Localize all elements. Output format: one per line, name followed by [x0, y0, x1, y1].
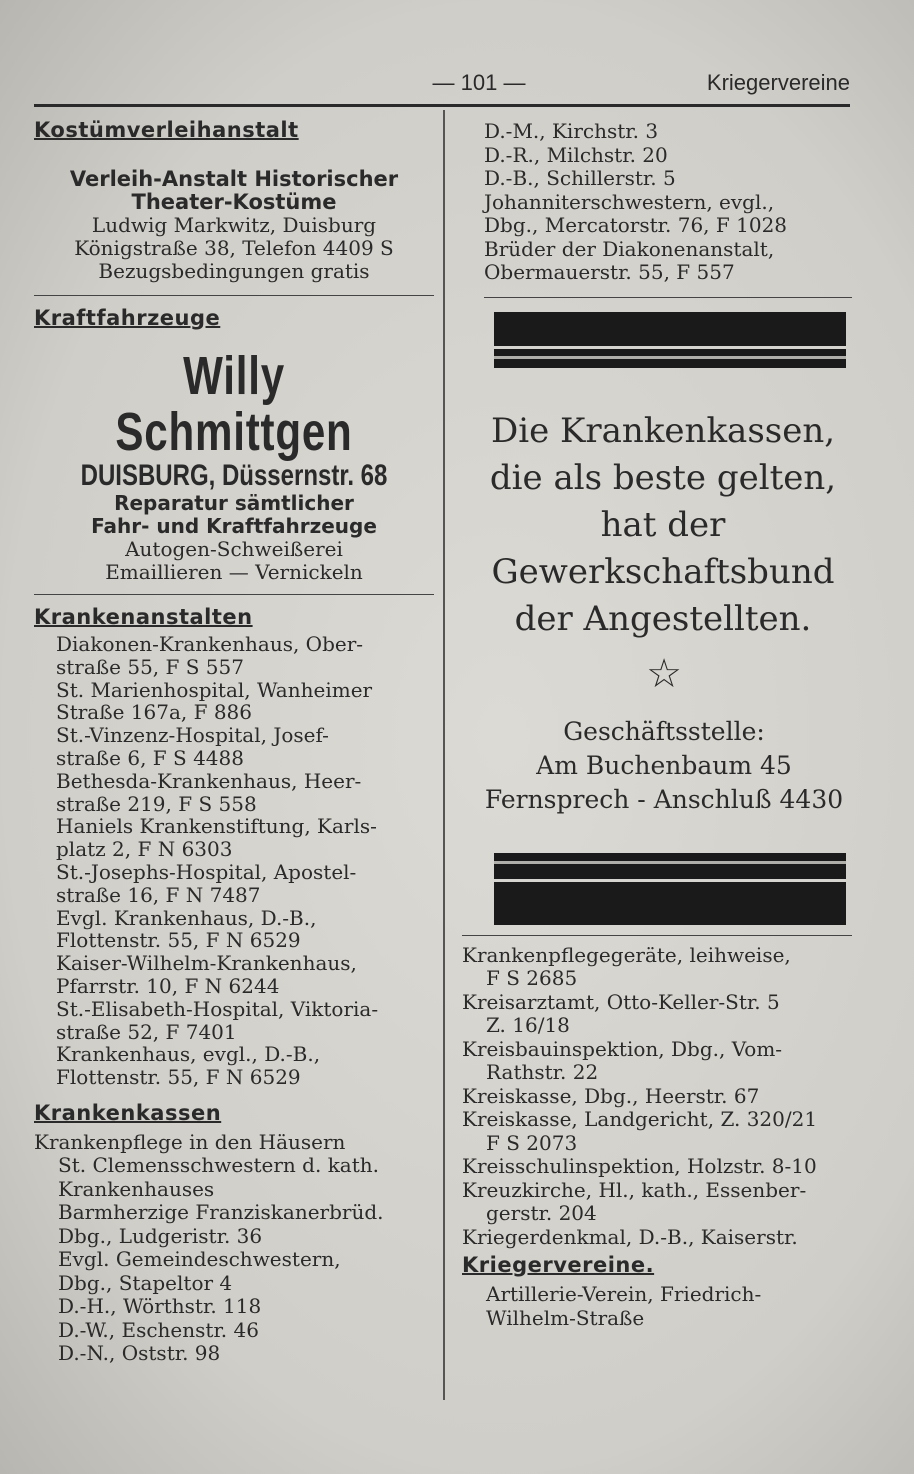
ornament-bottom [494, 853, 846, 925]
ad-line: Verleih-Anstalt Historischer [69, 167, 399, 191]
list-item: Rathstr. 22 [486, 1060, 599, 1084]
ad-line: hat der [600, 504, 726, 545]
office-line: Fernsprech - Anschluß 4430 [484, 784, 844, 814]
list-item: Kreisbauinspektion, Dbg., Vom- [462, 1036, 783, 1061]
section-kraftfahrzeuge [34, 306, 434, 584]
list-item: Obermauerstr. 55, F 557 [484, 260, 735, 284]
list-item: D.-W., Eschenstr. 46 [58, 1317, 259, 1342]
office-line: Am Buchenbaum 45 [536, 750, 792, 780]
separator [462, 935, 852, 936]
separator [34, 594, 434, 595]
list-item: St.-Josephs-Hospital, Apostel- straße 16, F N 7487 [56, 859, 357, 907]
list-item: Diakonen-Krankenhaus, Ober- straße 55, F S 557 [56, 632, 364, 679]
right-column [462, 120, 852, 1330]
header-rule [34, 104, 850, 107]
list-item: Haniels Krankenstiftung, Karls- platz 2, F N 6303 [56, 814, 377, 862]
list-item: Kriegerdenkmal, D.-B., Kaiserstr. [462, 1224, 798, 1249]
ad-line: Emaillieren — Vernickeln [105, 560, 363, 584]
ad-line: Fahr- und Kraftfahrzeuge [91, 514, 377, 538]
hospital-list [34, 633, 434, 1089]
running-head: Kriegervereine [706, 70, 850, 95]
section-heading: Kriegervereine. [462, 1253, 655, 1277]
list-item: St.-Vinzenz-Hospital, Josef- straße 6, F S 4488 [56, 723, 329, 770]
advertiser-name: Willy Schmittgen [115, 346, 353, 462]
ornament-top [494, 312, 846, 368]
ad-line: Ludwig Markwitz, Duisburg [91, 213, 377, 237]
list-item: Wilhelm-Straße [486, 1305, 645, 1330]
list-item: Dbg., Stapeltor 4 [58, 1270, 233, 1295]
section-krankenanstalten [34, 605, 434, 1089]
page-header [34, 66, 850, 106]
separator [34, 295, 434, 296]
list-item: Kreisschulinspektion, Holzstr. 8-10 [462, 1154, 817, 1178]
list-item: Kreisarztamt, Otto-Keller-Str. 5 [462, 989, 780, 1014]
ad-line: Gewerkschaftsbund [491, 551, 835, 592]
ad-line: Königstraße 38, Telefon 4409 S [74, 236, 394, 260]
list-item: Krankenhaus, evgl., D.-B., Flottenstr. 55, F N 6529 [56, 1042, 321, 1090]
list-item: Dbg., Mercatorstr. 76, F 1028 [484, 213, 788, 237]
section-heading: Krankenanstalten [34, 605, 253, 629]
ad-line: der Angestellten. [514, 598, 812, 639]
list-item: Evgl. Gemeindeschwestern, [58, 1247, 341, 1272]
list-item: Evgl. Krankenhaus, D.-B., Flottenstr. 55, F N 6529 [56, 905, 317, 953]
section-heading: Kostümverleihanstalt [34, 118, 299, 142]
list-item: St. Clemensschwestern d. kath. [58, 1153, 380, 1178]
office-info [476, 715, 852, 817]
section-heading: Krankenkassen [34, 1100, 222, 1125]
list-item: Krankenpflegegeräte, leihweise, [462, 942, 791, 967]
list-item: Krankenpflege in den Häusern [34, 1129, 346, 1154]
list-item: Barmherzige Franziskanerbrüd. [58, 1200, 384, 1225]
ad-line: Theater-Kostüme [131, 190, 337, 214]
insurance-list [34, 1131, 434, 1366]
ad-line: Reparatur sämtlicher [114, 491, 354, 515]
ad-line: Autogen-Schweißerei [125, 537, 343, 561]
list-item: D.-R., Milchstr. 20 [484, 142, 668, 167]
list-item: Johanniterschwestern, evgl., [484, 189, 775, 214]
car-ad [34, 348, 434, 584]
list-item: Kreiskasse, Dbg., Heerstr. 67 [462, 1083, 760, 1108]
list-item: St. Marienhospital, Wanheimer Straße 167a, F 886 [56, 677, 373, 725]
list-item: Dbg., Ludgeristr. 36 [58, 1223, 263, 1248]
list-item: Z. 16/18 [486, 1013, 570, 1037]
ad-line: Die Krankenkassen, [490, 410, 836, 451]
section-krankenkassen [34, 1101, 434, 1366]
list-item: Krankenhauses [58, 1176, 215, 1201]
section-kriegervereine [462, 1253, 852, 1330]
union-ad [474, 408, 852, 643]
costume-ad [34, 168, 434, 283]
star-icon: ☆ [646, 650, 682, 697]
list-item: D.-H., Wörthstr. 118 [58, 1294, 262, 1319]
list-item: F S 2685 [486, 966, 578, 990]
ad-line: Bezugsbedingungen gratis [98, 259, 370, 283]
veterans-list [462, 1283, 852, 1330]
ad-line: die als beste gelten, [489, 457, 837, 498]
continued-list-2 [462, 944, 852, 1250]
list-item: D.-M., Kirchstr. 3 [484, 119, 659, 143]
section-heading: Kraftfahrzeuge [34, 306, 221, 330]
continued-list [462, 120, 852, 285]
page-number: — 101 — [432, 70, 526, 95]
column-divider [443, 110, 445, 1400]
list-item: gerstr. 204 [486, 1201, 597, 1225]
section-kostuemverleihanstalt [34, 118, 434, 283]
list-item: Kaiser-Wilhelm-Krankenhaus, Pfarrstr. 10, F N 6244 [56, 951, 357, 998]
list-item: D.-N., Oststr. 98 [58, 1341, 221, 1366]
list-item: Kreiskasse, Landgericht, Z. 320/21 [462, 1107, 818, 1131]
list-item: St.-Elisabeth-Hospital, Viktoria- straße 52, F 7401 [56, 996, 379, 1044]
list-item: D.-B., Schillerstr. 5 [484, 166, 676, 190]
list-item: Artillerie-Verein, Friedrich- [486, 1282, 762, 1306]
list-item: Kreuzkirche, Hl., kath., Essenber- [462, 1177, 807, 1202]
office-line: Geschäftsstelle: [563, 716, 765, 746]
list-item: F S 2073 [486, 1130, 578, 1155]
separator [484, 297, 852, 298]
left-column [34, 118, 434, 1366]
list-item: Brüder der Diakonenanstalt, [484, 236, 775, 261]
list-item: Bethesda-Krankenhaus, Heer- straße 219, F S 558 [56, 768, 362, 816]
advertiser-address: DUISBURG, Düssernstr. 68 [80, 459, 388, 492]
